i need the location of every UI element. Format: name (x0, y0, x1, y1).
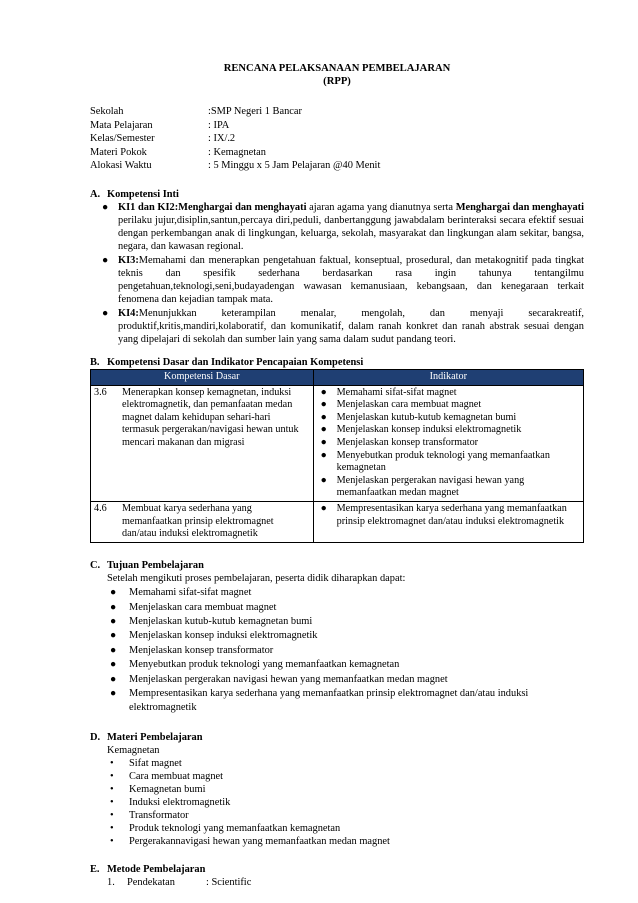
bullet-icon: ● (110, 673, 117, 685)
section-heading (90, 559, 584, 572)
section-letter: C. (90, 559, 101, 571)
bullet-icon: • (110, 757, 114, 769)
section-intro: Setelah mengikuti proses pembelajaran, peserta didik diharapkan dapat: (107, 572, 406, 584)
ki-text: Memahami dan menerapkan pengetahuan faktual, konseptual, prosedural, dan metakognitif pada tingkat teknis dan spesifik sederhana berdasarkan rasa ingin tahunya tentangilmu pengetahuan,teknologi,seni,budayadengan wawasan kemanusiaan, kebangsaan, dan kenegaraan terkait fenomena dan kejadian tampak mata. (118, 254, 584, 305)
section-letter: D. (90, 731, 101, 743)
list-item: ● Menjelaskan kutub-kutub kemagnetan bumi (107, 615, 584, 629)
ki-text: ajaran agama yang dianutnya serta (306, 201, 456, 213)
list-item: • Induksi elektromagnetik (110, 796, 231, 808)
bullet-icon: • (110, 770, 114, 782)
identity-value: : IPA (208, 119, 230, 131)
item-key: Pendekatan (127, 876, 175, 888)
title-line-1: RENCANA PELAKSANAAN PEMBELAJARAN (223, 63, 451, 74)
kd-number: 4.6 (94, 502, 107, 514)
bullet-icon: ● (110, 644, 117, 656)
identity-table (90, 105, 380, 173)
table-header-row (91, 369, 584, 385)
bullet-icon: ● (320, 474, 327, 486)
ki-lead: KI3: (118, 254, 139, 266)
list-item: ● Menyebutkan produk teknologi yang memanfaatkan kemagnetan (107, 658, 584, 672)
section-title: Kompetensi Inti (107, 188, 179, 200)
list-item: • Sifat magnet (110, 757, 182, 769)
identity-value: :SMP Negeri 1 Bancar (208, 106, 302, 117)
list-item: • Kemagnetan bumi (110, 783, 206, 795)
list-item: ● Menjelaskan konsep transformator (320, 436, 479, 448)
identity-value: : IX/.2 (208, 133, 236, 145)
bullet-icon: ● (320, 399, 327, 411)
bullet-icon: • (110, 783, 114, 795)
tujuan-list (107, 586, 584, 716)
column-header: Kompetensi Dasar (91, 369, 314, 385)
identity-row (90, 105, 380, 119)
table-row (91, 385, 584, 501)
materi-list (107, 757, 584, 848)
item-value: : Scientific (206, 876, 252, 888)
list-item: ● Mempresentasikan karya sederhana yang memanfaatkan prinsip elektromagnet dan/atau induksi elektromagnetik (110, 687, 529, 714)
ki-lead: KI1 dan KI2:Menghargai dan menghayati (118, 201, 307, 213)
indikator-list (317, 503, 580, 528)
bullet-icon: ● (110, 601, 117, 613)
kd-indikator-table (90, 369, 584, 543)
list-item: ● Memahami sifat-sifat magnet (107, 586, 584, 600)
bullet-icon: • (110, 809, 114, 821)
section-heading (90, 356, 584, 369)
kd-text: Membuat karya sederhana yang memanfaatkan prinsip elektromagnet dan/atau induksi elektromagnetik (122, 502, 274, 540)
bullet-icon: ● (320, 424, 327, 436)
list-item: • Pergerakannavigasi hewan yang memanfaatkan medan magnet (110, 835, 390, 847)
table-row (91, 501, 584, 542)
metode-item (107, 876, 584, 889)
section-title: Kompetensi Dasar dan Indikator Pencapaian Kompetensi (107, 356, 364, 368)
bullet-icon: ● (320, 436, 327, 448)
list-item: ● Menjelaskan pergerakan navigasi hewan yang memanfaatkan medan magnet (107, 673, 584, 687)
list-item: ● Menjelaskan konsep transformator (107, 644, 584, 658)
section-title: Metode Pembelajaran (107, 863, 206, 875)
ki-lead: KI4: (118, 307, 139, 319)
ki-lead: Menghargai dan menghayati (455, 201, 584, 213)
bullet-icon: ● (102, 254, 109, 266)
identity-key: Alokasi Waktu (90, 160, 152, 172)
list-item: ● Mempresentasikan karya sederhana yang memanfaatkan prinsip elektromagnet dan/atau induksi elektromagnetik (320, 502, 567, 527)
bullet-icon: ● (110, 587, 117, 599)
list-item: ● Menjelaskan cara membuat magnet (107, 601, 584, 615)
ki-item (98, 254, 584, 306)
ki-text: Menunjukkan keterampilan menalar, mengolah, dan menyaji secarakreatif, produktif,kritis,mandiri,kolaboratif, dan komunikatif, dalam ranah konkret dan ranah abstrak sesuai dengan yang dipelajari di sekolah dan sumber lain yang sama dalam sudut pandang teori. (118, 307, 584, 345)
bullet-icon: ● (320, 502, 327, 514)
kd-cell (91, 385, 314, 501)
section-intro: Kemagnetan (107, 744, 160, 756)
ki-item (98, 201, 584, 253)
section-metode (90, 863, 584, 889)
list-item: ● Menjelaskan kutub-kutub kemagnetan bumi (320, 411, 517, 423)
identity-row (90, 159, 380, 173)
kd-number: 3.6 (94, 386, 107, 398)
bullet-icon: ● (102, 307, 109, 319)
kd-cell (91, 501, 314, 542)
section-kompetensi-inti (90, 188, 584, 346)
section-heading (90, 731, 584, 744)
section-heading (90, 863, 584, 876)
kd-text: Menerapkan konsep kemagnetan, induksi elektromagnetik, dan pemanfaatan medan magnet dalam kehidupan sehari-hari termasuk pergerakan/navigasi hewan untuk mencari makanan dan migrasi (122, 386, 299, 448)
bullet-icon: ● (110, 659, 117, 671)
ki-item (98, 307, 584, 346)
list-item: ● Memahami sifat-sifat magnet (320, 386, 457, 398)
section-title: Materi Pembelajaran (107, 731, 203, 743)
title-line-2: (RPP) (323, 76, 351, 87)
indikator-cell (313, 385, 583, 501)
bullet-icon: ● (320, 411, 327, 423)
list-item: • Produk teknologi yang memanfaatkan kemagnetan (110, 822, 341, 834)
bullet-icon: ● (102, 201, 109, 213)
rpp-document (90, 62, 584, 889)
identity-key: Sekolah (90, 106, 124, 117)
ki-list (98, 201, 584, 346)
identity-key: Kelas/Semester (90, 133, 155, 145)
list-item: ● Menjelaskan cara membuat magnet (320, 399, 482, 411)
bullet-icon: ● (110, 615, 117, 627)
bullet-icon: ● (320, 386, 327, 398)
section-letter: E. (90, 863, 100, 875)
identity-key: Mata Pelajaran (90, 119, 153, 131)
section-title: Tujuan Pembelajaran (107, 559, 204, 571)
section-kompetensi-dasar (90, 356, 584, 543)
list-item: ● Menjelaskan pergerakan navigasi hewan yang memanfaatkan medan magnet (320, 474, 525, 499)
identity-value: : Kemagnetan (208, 146, 266, 158)
bullet-icon: • (110, 835, 114, 847)
bullet-icon: ● (110, 630, 117, 642)
section-materi (90, 731, 584, 848)
bullet-icon: ● (110, 687, 117, 699)
bullet-icon: • (110, 822, 114, 834)
list-item: ● Menjelaskan konsep induksi elektromagnetik (320, 424, 522, 436)
identity-key: Materi Pokok (90, 146, 147, 158)
item-number: 1. (107, 876, 115, 888)
list-item: • Transformator (110, 809, 189, 821)
document-title (90, 62, 584, 88)
bullet-icon: • (110, 796, 114, 808)
section-letter: B. (90, 356, 100, 368)
list-item: ● Menjelaskan konsep induksi elektromagnetik (107, 629, 584, 643)
column-header: Indikator (313, 369, 583, 385)
indikator-list (317, 387, 580, 500)
list-item: • Cara membuat magnet (110, 770, 224, 782)
identity-value: : 5 Minggu x 5 Jam Pelajaran @40 Menit (208, 160, 381, 172)
indikator-cell (313, 501, 583, 542)
bullet-icon: ● (320, 449, 327, 461)
section-tujuan (90, 559, 584, 716)
identity-row (90, 132, 380, 146)
list-item: ● Menyebutkan produk teknologi yang memanfaatkan kemagnetan (320, 449, 550, 474)
section-letter: A. (90, 188, 101, 200)
section-heading (90, 188, 584, 201)
identity-row (90, 119, 380, 133)
identity-row (90, 146, 380, 160)
ki-text: perilaku jujur,disiplin,santun,percaya diri,peduli, danbertanggung jawabdalam berinteraksi secara efektif sesuai dengan perkembangan anak di lingkungan, keluarga, sekolah, masyarakat dan lingkungan alam sekitar, bangsa, negara, dan kawasan regional. (118, 214, 584, 252)
